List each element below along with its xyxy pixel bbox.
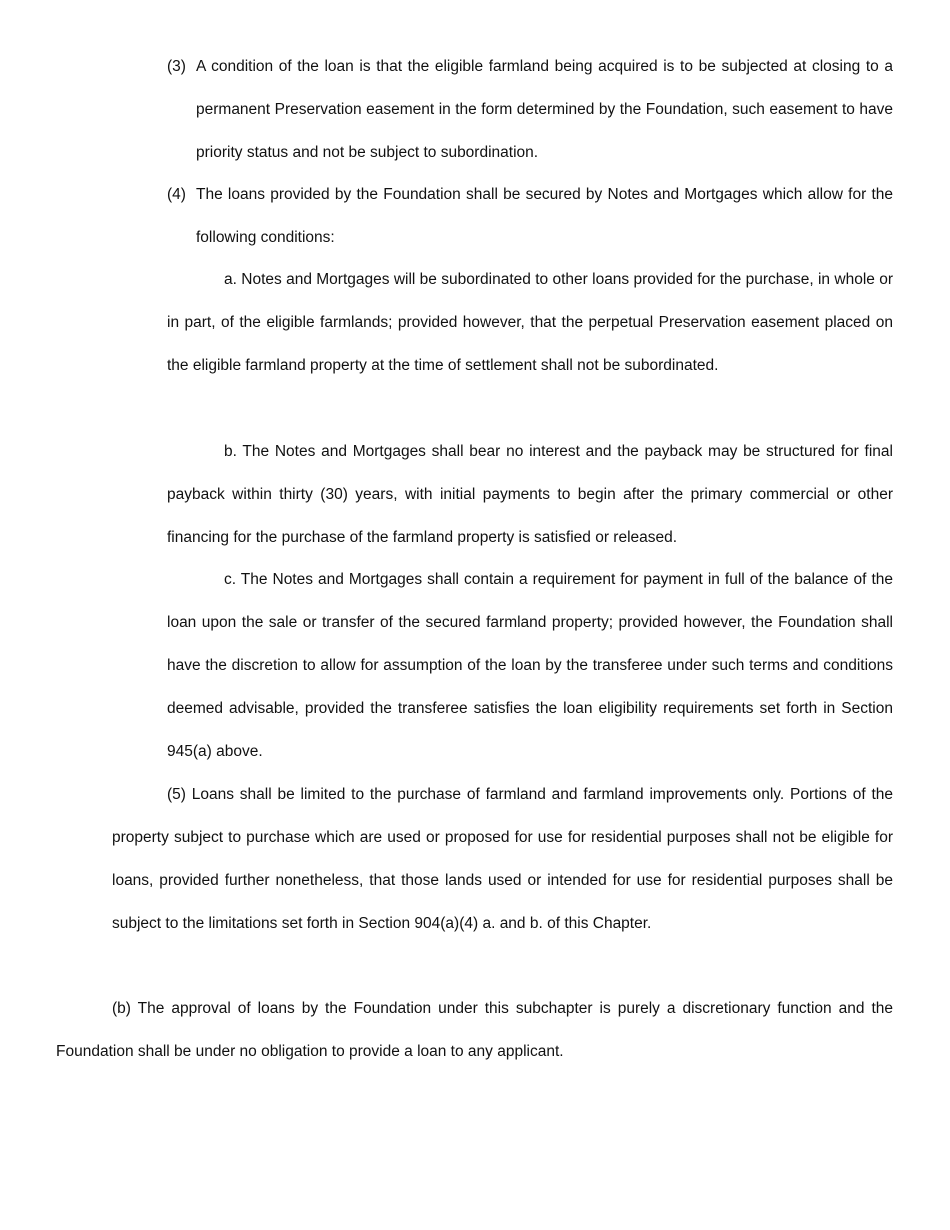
item-4-number: (4): [167, 186, 186, 203]
paragraph-b: (b) The approval of loans by the Foundation under this subchapter is purely a discretionary function and the Foundation shall be under no obligation to provide a loan to any applicant.: [56, 1000, 893, 1060]
item-4-text: The loans provided by the Foundation shall be secured by Notes and Mortgages which allow for the following conditions:: [196, 186, 893, 246]
item-4-paragraph: [167, 173, 893, 259]
item-3-paragraph: [167, 45, 893, 174]
item-3-text: A condition of the loan is that the eligible farmland being acquired is to be subjected at closing to a permanent Preservation easement in the form determined by the Foundation, such easement to have priority status and not be subject to subordination.: [196, 58, 893, 161]
sub-item-b: b. The Notes and Mortgages shall bear no interest and the payback may be structured for final payback within thirty (30) years, with initial payments to begin after the primary commercial or other financing for the purchase of the farmland property is satisfied or released.: [167, 443, 893, 546]
sub-item-a: a. Notes and Mortgages will be subordinated to other loans provided for the purchase, in whole or in part, of the eligible farmlands; provided however, that the perpetual Preservation easement placed on the eligible farmland property at the time of settlement shall not be subordinated.: [167, 271, 893, 374]
sub-item-c: c. The Notes and Mortgages shall contain a requirement for payment in full of the balance of the loan upon the sale or transfer of the secured farmland property; provided however, the Foundation shall have the discretion to allow for assumption of the loan by the transferee under such terms and conditions deemed advisable, provided the transferee satisfies the loan eligibility requirements set forth in Section 945(a) above.: [167, 571, 893, 760]
item-3-number: (3): [167, 58, 186, 75]
item-5-paragraph: (5) Loans shall be limited to the purchase of farmland and farmland improvements only. Portions of the property subject to purchase which are used or proposed for use for residential purposes shall not be eligible for loans, provided further nonetheless, that those lands used or intended for use for residential purposes shall be subject to the limitations set forth in Section 904(a)(4) a. and b. of this Chapter.: [112, 786, 893, 932]
